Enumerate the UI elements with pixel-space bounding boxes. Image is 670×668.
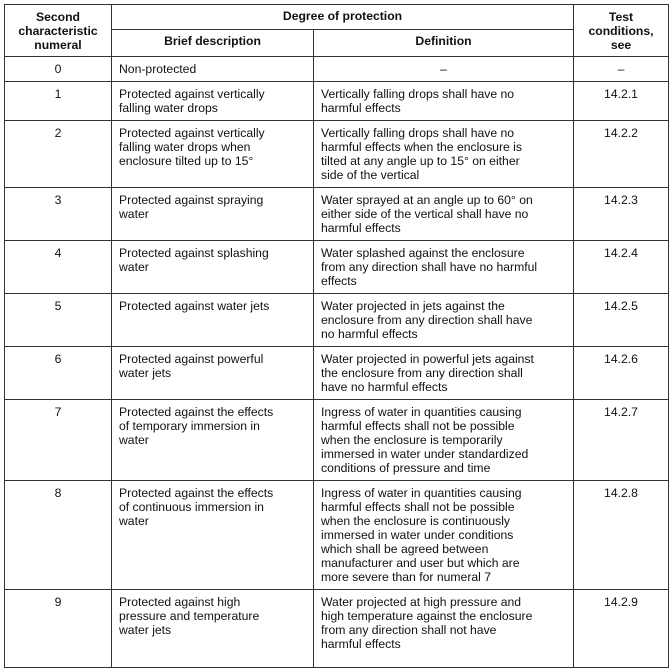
header-definition: Definition (314, 30, 574, 57)
document-page (0, 4, 668, 668)
cell-test: 14.2.8 (574, 481, 669, 590)
header-brief-description: Brief description (112, 30, 314, 57)
cell-test: 14.2.6 (574, 347, 669, 400)
cell-test: 14.2.7 (574, 400, 669, 481)
cell-test: 14.2.3 (574, 188, 669, 241)
cell-numeral: 3 (5, 188, 112, 241)
table-row (5, 82, 669, 121)
cell-definition: Water projected in powerful jets against the enclosure from any direction shall have no harmful effects (314, 347, 574, 400)
cell-brief: Protected against spraying water (112, 188, 314, 241)
cell-brief: Non-protected (112, 57, 314, 82)
table-row (5, 590, 669, 668)
cell-numeral: 8 (5, 481, 112, 590)
cell-brief: Protected against splashing water (112, 241, 314, 294)
cell-numeral: 2 (5, 121, 112, 188)
cell-definition: Ingress of water in quantities causing harmful effects shall not be possible when the enclosure is temporarily immersed in water under standardized conditions of pressure and time (314, 400, 574, 481)
cell-brief: Protected against the effects of continuous immersion in water (112, 481, 314, 590)
cell-brief: Protected against powerful water jets (112, 347, 314, 400)
cell-numeral: 4 (5, 241, 112, 294)
cell-definition: Water sprayed at an angle up to 60° on either side of the vertical shall have no harmful effects (314, 188, 574, 241)
table-row (5, 481, 669, 590)
table-row (5, 188, 669, 241)
protection-table (4, 4, 669, 668)
cell-numeral: 9 (5, 590, 112, 668)
cell-brief: Protected against vertically falling water drops (112, 82, 314, 121)
header-numeral: Second characteristic numeral (5, 5, 112, 57)
table-row (5, 241, 669, 294)
cell-test: 14.2.5 (574, 294, 669, 347)
cell-definition: Water splashed against the enclosure from any direction shall have no harmful effects (314, 241, 574, 294)
cell-test: 14.2.9 (574, 590, 669, 668)
cell-numeral: 1 (5, 82, 112, 121)
cell-test: 14.2.2 (574, 121, 669, 188)
cell-brief: Protected against vertically falling water drops when enclosure tilted up to 15° (112, 121, 314, 188)
cell-brief: Protected against high pressure and temperature water jets (112, 590, 314, 668)
table-row (5, 400, 669, 481)
table-row (5, 294, 669, 347)
table-row (5, 347, 669, 400)
cell-definition: Water projected at high pressure and high temperature against the enclosure from any direction shall not have harmful effects (314, 590, 574, 668)
cell-test: 14.2.1 (574, 82, 669, 121)
cell-definition: Vertically falling drops shall have no harmful effects (314, 82, 574, 121)
cell-definition: Vertically falling drops shall have no harmful effects when the enclosure is tilted at any angle up to 15° on either side of the vertical (314, 121, 574, 188)
header-degree-of-protection: Degree of protection (112, 5, 574, 30)
cell-definition: – (314, 57, 574, 82)
cell-numeral: 6 (5, 347, 112, 400)
cell-test: 14.2.4 (574, 241, 669, 294)
table-row (5, 121, 669, 188)
header-row (5, 5, 669, 30)
cell-numeral: 7 (5, 400, 112, 481)
cell-definition: Water projected in jets against the enclosure from any direction shall have no harmful effects (314, 294, 574, 347)
cell-numeral: 0 (5, 57, 112, 82)
header-test-conditions: Test conditions, see (574, 5, 669, 57)
cell-test: – (574, 57, 669, 82)
cell-definition: Ingress of water in quantities causing harmful effects shall not be possible when the enclosure is continuously immersed in water under conditions which shall be agreed between manufacturer and user but which are more severe than for numeral 7 (314, 481, 574, 590)
cell-numeral: 5 (5, 294, 112, 347)
table-row (5, 57, 669, 82)
cell-brief: Protected against the effects of temporary immersion in water (112, 400, 314, 481)
cell-brief: Protected against water jets (112, 294, 314, 347)
